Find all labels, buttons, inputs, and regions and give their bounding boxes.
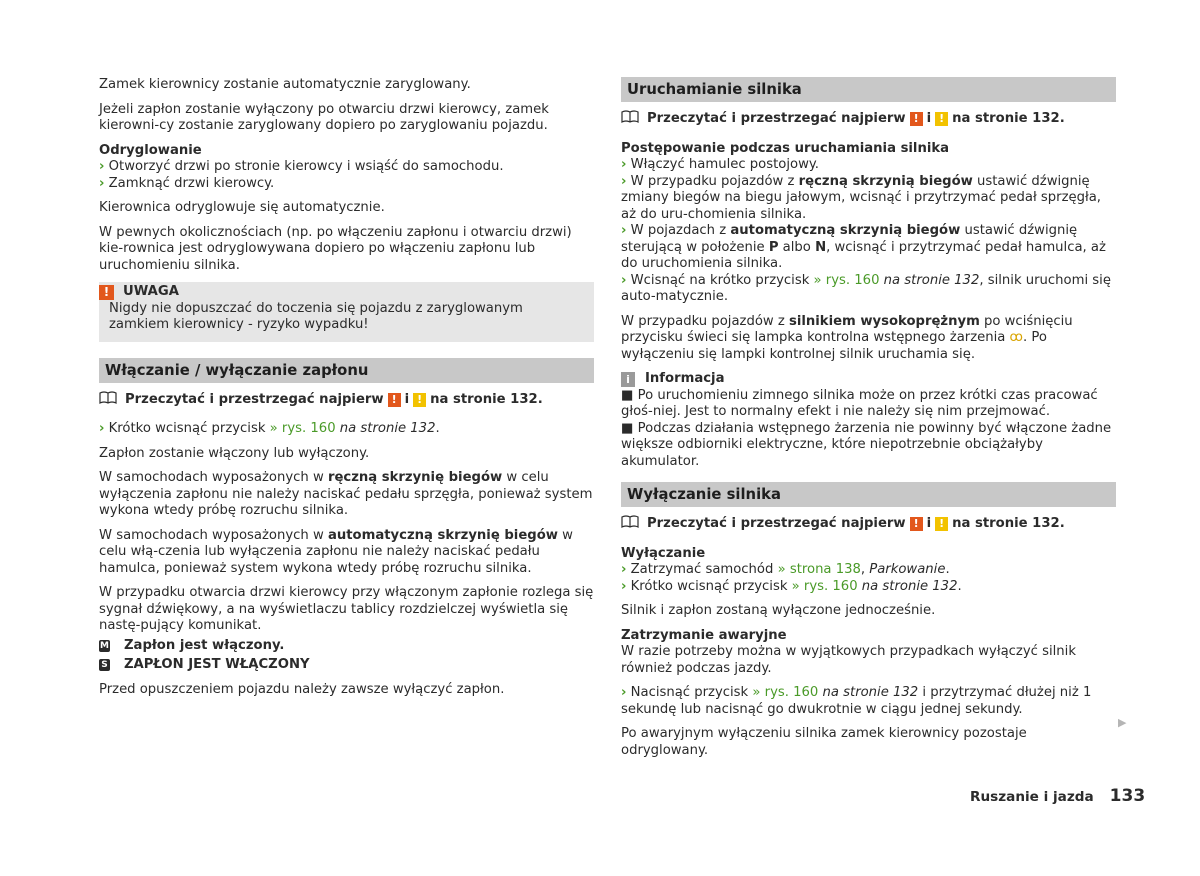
display-m-icon: M bbox=[100, 640, 109, 651]
section-title: Uruchamianie silnika bbox=[621, 77, 1116, 102]
read-first-line: Przeczytać i przestrzegać najpierw ! i ! na stronie 132. bbox=[621, 110, 1116, 129]
book-icon bbox=[621, 110, 639, 129]
warning-icon: ! bbox=[910, 517, 923, 531]
paragraph: W razie potrzeby można w wyjątkowych przypadkach wyłączyć silnik również podczas jazdy. bbox=[621, 644, 1076, 676]
step-arrow-icon: › bbox=[621, 173, 627, 189]
caution-icon: ! bbox=[935, 112, 948, 126]
page-link[interactable]: » strona 138 bbox=[777, 562, 861, 577]
left-column bbox=[99, 77, 594, 706]
warning-text: Nigdy nie dopuszczać do toczenia się pojazdu z zaryglowanym zamkiem kierownicy - ryzyko wypadku! bbox=[109, 300, 523, 332]
paragraph: W przypadku pojazdów z silnikiem wysokoprężnym po wciśnięciu przycisku świeci się lampka kontrolna wstępnego żarzenia ꝏ. Po wyłączeniu się lampki kontrolnej silnik uruchamia się. bbox=[621, 313, 1073, 362]
list-item: › Krótko wcisnąć przycisk » rys. 160 na stronie 132. bbox=[621, 578, 962, 594]
right-column bbox=[621, 77, 1116, 767]
step-arrow-icon: › bbox=[99, 159, 105, 174]
step-arrow-icon: › bbox=[621, 272, 627, 288]
list-item: › Zamknąć drzwi kierowcy. bbox=[99, 175, 275, 191]
info-bullet: ■ Po uruchomieniu zimnego silnika może on przez krótki czas pracować głoś-niej. Jest to normalny efekt i nie należy się nim przejmować. bbox=[621, 387, 1098, 419]
step-arrow-icon: › bbox=[99, 175, 105, 191]
figure-link[interactable]: » rys. 160 bbox=[791, 578, 858, 594]
figure-link[interactable]: » rys. 160 bbox=[269, 421, 336, 436]
paragraph: W pewnych okolicznościach (np. po włączeniu zapłonu i otwarciu drzwi) kie-rownica jest odryglowywana dopiero po włączeniu zapłonu lub uruchomieniu silnika. bbox=[99, 224, 572, 273]
list-item: › W przypadku pojazdów z ręczną skrzynią biegów ustawić dźwignię zmiany biegów na biegu jałowym, wcisnąć i przytrzymać pedał sprzęgła, aż do uru-chomienia silnika. bbox=[621, 173, 1101, 222]
display-s-icon: S bbox=[99, 659, 110, 671]
caution-icon: ! bbox=[935, 517, 948, 531]
book-icon bbox=[621, 515, 639, 534]
list-item: › Nacisnąć przycisk » rys. 160 na stronie 132 i przytrzymać dłużej niż 1 sekundę lub nacisnąć go dwukrotnie w ciągu jednej sekundy. bbox=[621, 685, 1092, 717]
warning-header: ! UWAGA bbox=[99, 284, 584, 301]
warning-icon: ! bbox=[388, 393, 401, 407]
footer-section-name: Ruszanie i jazda bbox=[970, 789, 1094, 805]
info-bullet: ■ Podczas działania wstępnego żarzenia nie powinny być włączone żadne większe odbiorniki elektryczne, które niepotrzebnie obciążałyby akumulator. bbox=[621, 420, 1112, 469]
info-icon: i bbox=[621, 372, 635, 387]
paragraph: W przypadku otwarcia drzwi kierowcy przy włączonym zapłonie rozlega się sygnał dźwiękowy, a na wyświetlaczu tablicy rozdzielczej wyświetla się nastę-pujący komunikat. bbox=[99, 585, 594, 633]
display-message: S ZAPŁON JEST WŁĄCZONY bbox=[99, 657, 594, 674]
book-icon bbox=[99, 391, 117, 410]
warning-box bbox=[99, 282, 594, 342]
paragraph: Przed opuszczeniem pojazdu należy zawsze wyłączyć zapłon. bbox=[99, 681, 505, 697]
warning-icon: ! bbox=[910, 112, 923, 126]
read-first-line: Przeczytać i przestrzegać najpierw ! i ! na stronie 132. bbox=[99, 391, 594, 410]
step-arrow-icon: › bbox=[621, 157, 627, 172]
continue-arrow-icon: ▶ bbox=[1118, 716, 1127, 729]
glow-plug-icon: ꝏ bbox=[1009, 330, 1023, 345]
page-footer bbox=[970, 788, 1145, 806]
warning-icon: ! bbox=[99, 285, 114, 300]
switch-off-heading: Wyłączanie bbox=[621, 545, 706, 561]
list-item: › W pojazdach z automatyczną skrzynią biegów ustawić dźwignię sterującą w położenie P albo N, wcisnąć i przytrzymać pedał hamulca, aż do uruchomienia silnika. bbox=[621, 223, 1106, 271]
paragraph: Kierownica odryglowuje się automatycznie. bbox=[99, 200, 385, 215]
info-header: i Informacja bbox=[621, 371, 1116, 388]
step-arrow-icon: › bbox=[621, 578, 627, 594]
step-arrow-icon: › bbox=[621, 562, 627, 577]
page-number: 133 bbox=[1109, 786, 1146, 806]
paragraph: Jeżeli zapłon zostanie wyłączony po otwarciu drzwi kierowcy, zamek kierowni-cy zostanie zaryglowany dopiero po zaryglowaniu pojazdu. bbox=[99, 101, 549, 133]
list-item: › Krótko wcisnąć przycisk » rys. 160 na stronie 132. bbox=[99, 421, 440, 436]
step-arrow-icon: › bbox=[621, 685, 627, 700]
unlock-heading: Odryglowanie bbox=[99, 142, 202, 158]
section-title: Wyłączanie silnika bbox=[621, 482, 1116, 507]
paragraph: Zamek kierownicy zostanie automatycznie zaryglowany. bbox=[99, 77, 471, 92]
step-arrow-icon: › bbox=[621, 223, 627, 238]
figure-link[interactable]: » rys. 160 bbox=[813, 272, 880, 288]
paragraph: Zapłon zostanie włączony lub wyłączony. bbox=[99, 445, 370, 461]
list-item: › Wcisnąć na krótko przycisk » rys. 160 na stronie 132, silnik uruchomi się auto-matycznie. bbox=[621, 272, 1111, 304]
procedure-heading: Postępowanie podczas uruchamiania silnika bbox=[621, 140, 950, 156]
list-item: › Zatrzymać samochód » strona 138, Parkowanie. bbox=[621, 562, 950, 577]
section-title: Włączanie / wyłączanie zapłonu bbox=[99, 358, 594, 383]
emergency-heading: Zatrzymanie awaryjne bbox=[621, 627, 787, 643]
read-first-line: Przeczytać i przestrzegać najpierw ! i ! na stronie 132. bbox=[621, 515, 1116, 534]
caution-icon: ! bbox=[413, 393, 426, 407]
display-message: M Zapłon jest włączony. bbox=[100, 637, 285, 653]
list-item: › Włączyć hamulec postojowy. bbox=[621, 157, 819, 172]
list-item: › Otworzyć drzwi po stronie kierowcy i wsiąść do samochodu. bbox=[99, 159, 504, 174]
paragraph: W samochodach wyposażonych w ręczną skrzynię biegów w celu wyłączenia zapłonu nie należy naciskać pedału sprzęgła, ponieważ system wykona wtedy próbę rozruchu silnika. bbox=[99, 470, 593, 518]
paragraph: W samochodach wyposażonych w automatyczną skrzynię biegów w celu włą-czenia lub wyłączenia zapłonu nie należy naciskać pedału hamulca, ponieważ system wykona wtedy próbę rozruchu silnika. bbox=[99, 527, 573, 576]
paragraph: Silnik i zapłon zostaną wyłączone jednocześnie. bbox=[621, 603, 936, 618]
paragraph: Po awaryjnym wyłączeniu silnika zamek kierownicy pozostaje odryglowany. bbox=[621, 726, 1027, 758]
step-arrow-icon: › bbox=[99, 421, 105, 436]
figure-link[interactable]: » rys. 160 bbox=[752, 685, 819, 700]
